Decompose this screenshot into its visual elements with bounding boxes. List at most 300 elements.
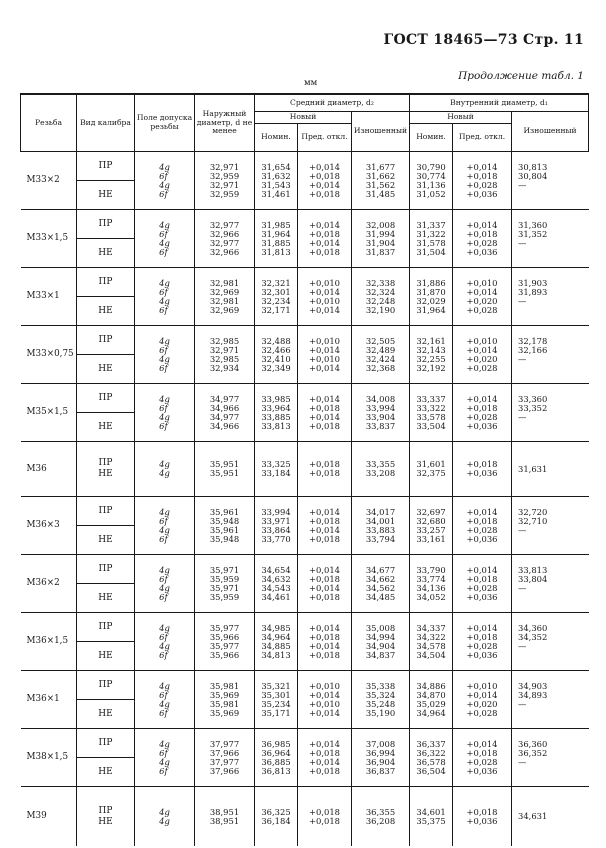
gauge-type: НЕ — [77, 525, 134, 554]
pitch-worn-values — [352, 555, 410, 613]
tolerance-values — [135, 787, 195, 847]
cell-value: 33,184 — [261, 468, 291, 478]
cell-value: 33,790 — [416, 564, 446, 575]
cell-value: +0,010 — [466, 335, 498, 346]
cell-value: 31,903 — [518, 277, 548, 288]
cell-value: +0,018 — [466, 806, 498, 817]
inner-worn-values — [512, 729, 589, 787]
cell-value: +0,018 — [309, 188, 340, 199]
thread-designation: М36×1 — [21, 671, 77, 729]
inner-worn-values — [512, 555, 589, 613]
cell-value: 33,964 — [261, 402, 291, 413]
cell-value: +0,014 — [309, 640, 340, 651]
table-row — [21, 442, 589, 497]
pitch-worn-values — [352, 268, 410, 326]
cell-value: 32,981 — [209, 277, 240, 288]
cell-value: +0,036 — [466, 246, 498, 257]
cell-value: +0,014 — [466, 344, 498, 355]
cell-value: +0,014 — [309, 286, 340, 297]
cell-value: +0,018 — [309, 228, 340, 239]
cell-value: 32,178 — [518, 335, 548, 346]
cell-value: 35,948 — [209, 533, 240, 544]
cell-value: 32,977 — [209, 237, 240, 248]
cell-value: 30,774 — [416, 170, 446, 181]
cell-value: 35,029 — [416, 698, 446, 709]
thread-designation: М39 — [21, 787, 77, 847]
cell-value: +0,014 — [309, 237, 340, 248]
cell-value: 32,349 — [261, 362, 291, 373]
cell-value: 31,837 — [365, 246, 396, 257]
outer-diameter-values — [195, 384, 255, 442]
gauge-type: НЕ — [77, 238, 134, 267]
inner-worn-values — [512, 613, 589, 671]
gauge-type-cell — [77, 268, 135, 326]
cell-value: +0,018 — [309, 815, 340, 826]
cell-value: 34,631 — [518, 811, 548, 821]
cell-value: 34,601 — [416, 806, 446, 817]
cell-value: — — [518, 756, 527, 767]
cell-value: 6f — [159, 631, 168, 642]
cell-value: 37,977 — [209, 756, 240, 767]
cell-value: 31,994 — [365, 228, 396, 239]
cell-value: 35,321 — [261, 680, 291, 691]
cell-value: +0,018 — [309, 631, 340, 642]
inner-deviation-values — [453, 729, 512, 787]
pitch-deviation-values — [298, 326, 352, 384]
cell-value: 34,337 — [416, 622, 446, 633]
gauge-type-cell — [77, 442, 135, 497]
pitch-nominal-values — [255, 210, 298, 268]
cell-value: 4g — [159, 582, 170, 593]
pitch-nominal-values — [255, 729, 298, 787]
cell-value: 32,971 — [209, 179, 240, 190]
cell-value: 35,981 — [209, 680, 240, 691]
cell-value: 31,964 — [261, 228, 291, 239]
cell-value: 35,301 — [261, 689, 291, 700]
outer-diameter-values — [195, 555, 255, 613]
cell-value: 34,893 — [518, 689, 548, 700]
cell-value: +0,014 — [466, 393, 498, 404]
cell-value: 6f — [159, 689, 168, 700]
pitch-nominal-values — [255, 671, 298, 729]
cell-value: — — [518, 524, 527, 535]
cell-value — [518, 709, 547, 718]
cell-value: 36,837 — [365, 765, 396, 776]
cell-value: — — [518, 698, 527, 709]
cell-value: 31,813 — [261, 246, 291, 257]
gauge-type: ПР — [98, 679, 113, 690]
cell-value: 35,961 — [209, 506, 240, 517]
cell-value: 37,977 — [209, 738, 240, 749]
cell-value: 35,969 — [209, 689, 240, 700]
cell-value: 35,977 — [209, 622, 240, 633]
cell-value: 31,322 — [416, 228, 446, 239]
cell-value: 35,324 — [365, 689, 396, 700]
cell-value: +0,014 — [309, 179, 340, 190]
cell-value: 36,904 — [365, 756, 396, 767]
table-row — [21, 613, 589, 671]
cell-value: 34,966 — [209, 402, 240, 413]
cell-value: 4g — [159, 411, 170, 422]
cell-value: 34,977 — [209, 411, 240, 422]
cell-value: +0,010 — [466, 277, 498, 288]
cell-value: 31,677 — [365, 161, 396, 172]
cell-value: 33,257 — [416, 524, 446, 535]
cell-value: 35,248 — [365, 698, 396, 709]
cell-value: 4g — [159, 237, 170, 248]
inner-nominal-values — [410, 210, 453, 268]
cell-value: 34,001 — [365, 515, 396, 526]
cell-value: +0,018 — [466, 459, 498, 469]
cell-value: 32,008 — [365, 219, 396, 230]
cell-value: 6f — [159, 765, 168, 776]
pitch-deviation-values — [298, 555, 352, 613]
cell-value: 33,985 — [261, 393, 291, 404]
cell-value: 4g — [159, 680, 170, 691]
outer-diameter-values — [195, 268, 255, 326]
cell-value: 32,489 — [365, 344, 396, 355]
pitch-nominal-values — [255, 326, 298, 384]
cell-value: 30,804 — [518, 170, 548, 181]
cell-value: 32,981 — [209, 295, 240, 306]
cell-value: 34,052 — [416, 591, 446, 602]
cell-value: +0,014 — [309, 707, 340, 718]
gauge-type: ПР — [98, 737, 113, 748]
cell-value: 35,971 — [209, 564, 240, 575]
cell-value: 34,632 — [261, 573, 291, 584]
cell-value: 32,985 — [209, 335, 240, 346]
cell-value: +0,010 — [309, 295, 340, 306]
cell-value: +0,018 — [309, 573, 340, 584]
cell-value: 35,951 — [209, 468, 240, 478]
cell-value: 35,961 — [209, 524, 240, 535]
gauge-type-cell — [77, 787, 135, 847]
cell-value: 32,166 — [518, 344, 548, 355]
gauge-type: ПР — [98, 392, 113, 403]
cell-value: 36,322 — [416, 747, 446, 758]
cell-value: +0,018 — [466, 228, 498, 239]
cell-value: +0,020 — [466, 295, 498, 306]
cell-value: 35,959 — [209, 591, 240, 602]
cell-value: +0,018 — [309, 468, 340, 478]
cell-value: 32,488 — [261, 335, 291, 346]
cell-value: 4g — [159, 698, 170, 709]
cell-value: 31,886 — [416, 277, 446, 288]
cell-value: 33,770 — [261, 533, 291, 544]
cell-value: 33,337 — [416, 393, 446, 404]
pitch-deviation-values — [298, 671, 352, 729]
gauge-type: НЕ — [77, 354, 134, 383]
cell-value: 34,485 — [365, 591, 396, 602]
table-row — [21, 787, 589, 847]
cell-value: 32,321 — [261, 277, 291, 288]
cell-value: 34,654 — [261, 564, 291, 575]
inner-nominal-values — [410, 729, 453, 787]
cell-value: 31,904 — [365, 237, 396, 248]
cell-value: 38,951 — [209, 806, 240, 817]
cell-value: +0,014 — [309, 362, 340, 373]
cell-value: 35,966 — [209, 631, 240, 642]
cell-value: +0,014 — [309, 506, 340, 517]
cell-value: 32,710 — [518, 515, 548, 526]
outer-diameter-values — [195, 613, 255, 671]
cell-value: 35,171 — [261, 707, 291, 718]
cell-value: +0,018 — [466, 170, 498, 181]
cell-value: 30,813 — [518, 161, 548, 172]
cell-value: 6f — [159, 170, 168, 181]
cell-value: 36,208 — [365, 815, 396, 826]
cell-value: +0,018 — [309, 420, 340, 431]
cell-value: +0,018 — [309, 246, 340, 257]
cell-value: 34,985 — [261, 622, 291, 633]
cell-value: +0,036 — [466, 765, 498, 776]
thread-designation: М33×1,5 — [21, 210, 77, 268]
cell-value: 34,964 — [416, 707, 446, 718]
pitch-nominal-values — [255, 152, 298, 210]
pitch-deviation-values — [298, 442, 352, 497]
cell-value: 37,008 — [365, 738, 396, 749]
cell-value: 34,966 — [209, 420, 240, 431]
cell-value: 36,184 — [261, 815, 291, 826]
thread-designation: М33×1 — [21, 268, 77, 326]
cell-value: 4g — [159, 353, 170, 364]
cell-value: 33,504 — [416, 420, 446, 431]
tolerance-values — [135, 729, 195, 787]
cell-value: 34,136 — [416, 582, 446, 593]
cell-value: 31,504 — [416, 246, 446, 257]
gauge-type: ПР — [98, 218, 113, 229]
gauge-type: ПР — [98, 160, 113, 171]
gauge-type-cell — [77, 613, 135, 671]
col-inner-deviation: Пред. откл. — [453, 124, 512, 152]
cell-value — [518, 593, 547, 602]
table-row — [21, 384, 589, 442]
cell-value — [518, 364, 547, 373]
cell-value: 36,964 — [261, 747, 291, 758]
outer-diameter-values — [195, 729, 255, 787]
cell-value: 33,971 — [261, 515, 291, 526]
cell-value: 31,461 — [261, 188, 291, 199]
inner-nominal-values — [410, 326, 453, 384]
cell-value: +0,014 — [466, 161, 498, 172]
tolerance-values — [135, 497, 195, 555]
inner-deviation-values — [453, 442, 512, 497]
col-inner-diameter: Внутренний диаметр, d₁ — [410, 94, 589, 112]
cell-value: 33,994 — [261, 506, 291, 517]
inner-worn-values — [512, 268, 589, 326]
cell-value: 32,375 — [416, 468, 446, 478]
cell-value: 36,813 — [261, 765, 291, 776]
cell-value: 32,985 — [209, 353, 240, 364]
cell-value: 33,864 — [261, 524, 291, 535]
cell-value: 37,966 — [209, 747, 240, 758]
cell-value: 4g — [159, 640, 170, 651]
thread-designation: М38×1,5 — [21, 729, 77, 787]
cell-value: +0,010 — [309, 335, 340, 346]
cell-value: +0,018 — [309, 649, 340, 660]
pitch-nominal-values — [255, 787, 298, 847]
cell-value: 34,017 — [365, 506, 396, 517]
cell-value: 6f — [159, 649, 168, 660]
tolerance-values — [135, 384, 195, 442]
cell-value: — — [518, 411, 527, 422]
pitch-worn-values — [352, 729, 410, 787]
cell-value: 34,008 — [365, 393, 396, 404]
gauge-type: НЕ — [77, 757, 134, 786]
cell-value: 34,562 — [365, 582, 396, 593]
table-row — [21, 326, 589, 384]
col-pitch-new: Новый — [255, 112, 352, 124]
outer-diameter-values — [195, 210, 255, 268]
cell-value: 6f — [159, 402, 168, 413]
cell-value: 31,543 — [261, 179, 291, 190]
cell-value: 32,969 — [209, 304, 240, 315]
pitch-worn-values — [352, 613, 410, 671]
cell-value: +0,018 — [309, 533, 340, 544]
inner-deviation-values — [453, 268, 512, 326]
cell-value: — — [518, 237, 527, 248]
cell-value: 36,337 — [416, 738, 446, 749]
inner-deviation-values — [453, 384, 512, 442]
cell-value: 34,504 — [416, 649, 446, 660]
cell-value: +0,028 — [466, 640, 498, 651]
pitch-worn-values — [352, 671, 410, 729]
pitch-nominal-values — [255, 268, 298, 326]
cell-value: 33,325 — [261, 459, 291, 469]
units-label: мм — [304, 78, 318, 88]
cell-value: 32,720 — [518, 506, 548, 517]
cell-value: 32,248 — [365, 295, 396, 306]
table-continuation-note: Продолжение табл. 1 — [458, 70, 584, 82]
pitch-worn-values — [352, 384, 410, 442]
col-gauge: Вид калибра — [77, 94, 135, 152]
tolerance-values — [135, 326, 195, 384]
cell-value: 34,977 — [209, 393, 240, 404]
cell-value: 33,208 — [365, 468, 396, 478]
pitch-deviation-values — [298, 210, 352, 268]
cell-value: 34,964 — [261, 631, 291, 642]
inner-nominal-values — [410, 671, 453, 729]
tolerance-values — [135, 555, 195, 613]
cell-value: 4g — [159, 335, 170, 346]
cell-value: 31,964 — [416, 304, 446, 315]
cell-value — [518, 422, 547, 431]
cell-value: 35,375 — [416, 815, 446, 826]
cell-value: 32,171 — [261, 304, 291, 315]
cell-value: 6f — [159, 246, 168, 257]
cell-value: 32,971 — [209, 161, 240, 172]
cell-value: +0,036 — [466, 533, 498, 544]
cell-value: 34,677 — [365, 564, 396, 575]
table-body — [21, 152, 589, 847]
gauge-type: ПР — [98, 621, 113, 632]
cell-value: 6f — [159, 573, 168, 584]
table-row — [21, 497, 589, 555]
cell-value: +0,018 — [309, 765, 340, 776]
cell-value: 32,971 — [209, 344, 240, 355]
gauge-type: НЕ — [77, 699, 134, 728]
cell-value: +0,028 — [466, 237, 498, 248]
pitch-nominal-values — [255, 384, 298, 442]
gauge-type-cell — [77, 152, 135, 210]
cell-value: 6f — [159, 747, 168, 758]
cell-value: +0,028 — [466, 524, 498, 535]
cell-value: 35,338 — [365, 680, 396, 691]
cell-value: 33,994 — [365, 402, 396, 413]
cell-value: +0,018 — [466, 573, 498, 584]
cell-value: 34,994 — [365, 631, 396, 642]
cell-value: 6f — [159, 362, 168, 373]
inner-worn-values — [512, 152, 589, 210]
pitch-deviation-values — [298, 497, 352, 555]
outer-diameter-values — [195, 326, 255, 384]
col-pitch-diameter: Средний диаметр, d₂ — [255, 94, 410, 112]
cell-value: +0,010 — [309, 353, 340, 364]
cell-value: +0,014 — [309, 564, 340, 575]
gauge-type: НЕ — [77, 412, 134, 441]
inner-worn-values — [512, 787, 589, 847]
cell-value: 4g — [159, 179, 170, 190]
cell-value: 4g — [159, 468, 170, 478]
cell-value — [518, 767, 547, 776]
cell-value: +0,036 — [466, 815, 498, 826]
cell-value: 33,322 — [416, 402, 446, 413]
cell-value: 31,601 — [416, 459, 446, 469]
tolerance-values — [135, 442, 195, 497]
cell-value: 36,355 — [365, 806, 396, 817]
cell-value: 32,966 — [209, 246, 240, 257]
cell-value: 35,948 — [209, 515, 240, 526]
cell-value: +0,018 — [466, 402, 498, 413]
cell-value: 36,352 — [518, 747, 548, 758]
pitch-nominal-values — [255, 613, 298, 671]
cell-value: 34,885 — [261, 640, 291, 651]
cell-value: 35,966 — [209, 649, 240, 660]
cell-value: 34,903 — [518, 680, 548, 691]
cell-value: 37,966 — [209, 765, 240, 776]
col-pitch-worn: Изношенный — [352, 112, 410, 152]
gauge-type: ПР — [98, 505, 113, 516]
cell-value: 32,959 — [209, 170, 240, 181]
pitch-deviation-values — [298, 152, 352, 210]
cell-value: 34,578 — [416, 640, 446, 651]
gauge-type: НЕ — [77, 180, 134, 209]
cell-value: 31,578 — [416, 237, 446, 248]
cell-value: 32,368 — [365, 362, 396, 373]
pitch-worn-values — [352, 497, 410, 555]
cell-value: 32,029 — [416, 295, 446, 306]
tolerance-values — [135, 613, 195, 671]
cell-value: 34,904 — [365, 640, 396, 651]
cell-value: +0,018 — [309, 747, 340, 758]
cell-value: 4g — [159, 622, 170, 633]
cell-value: 36,504 — [416, 765, 446, 776]
gauge-type: НЕ — [77, 583, 134, 612]
cell-value: 6f — [159, 228, 168, 239]
cell-value: +0,014 — [466, 689, 498, 700]
outer-diameter-values — [195, 152, 255, 210]
cell-value: 4g — [159, 506, 170, 517]
cell-value: +0,010 — [466, 680, 498, 691]
table-row — [21, 729, 589, 787]
cell-value: +0,014 — [309, 344, 340, 355]
cell-value — [518, 535, 547, 544]
cell-value: +0,028 — [466, 756, 498, 767]
cell-value: 32,697 — [416, 506, 446, 517]
cell-value: 31,562 — [365, 179, 396, 190]
inner-deviation-values — [453, 326, 512, 384]
outer-diameter-values — [195, 671, 255, 729]
